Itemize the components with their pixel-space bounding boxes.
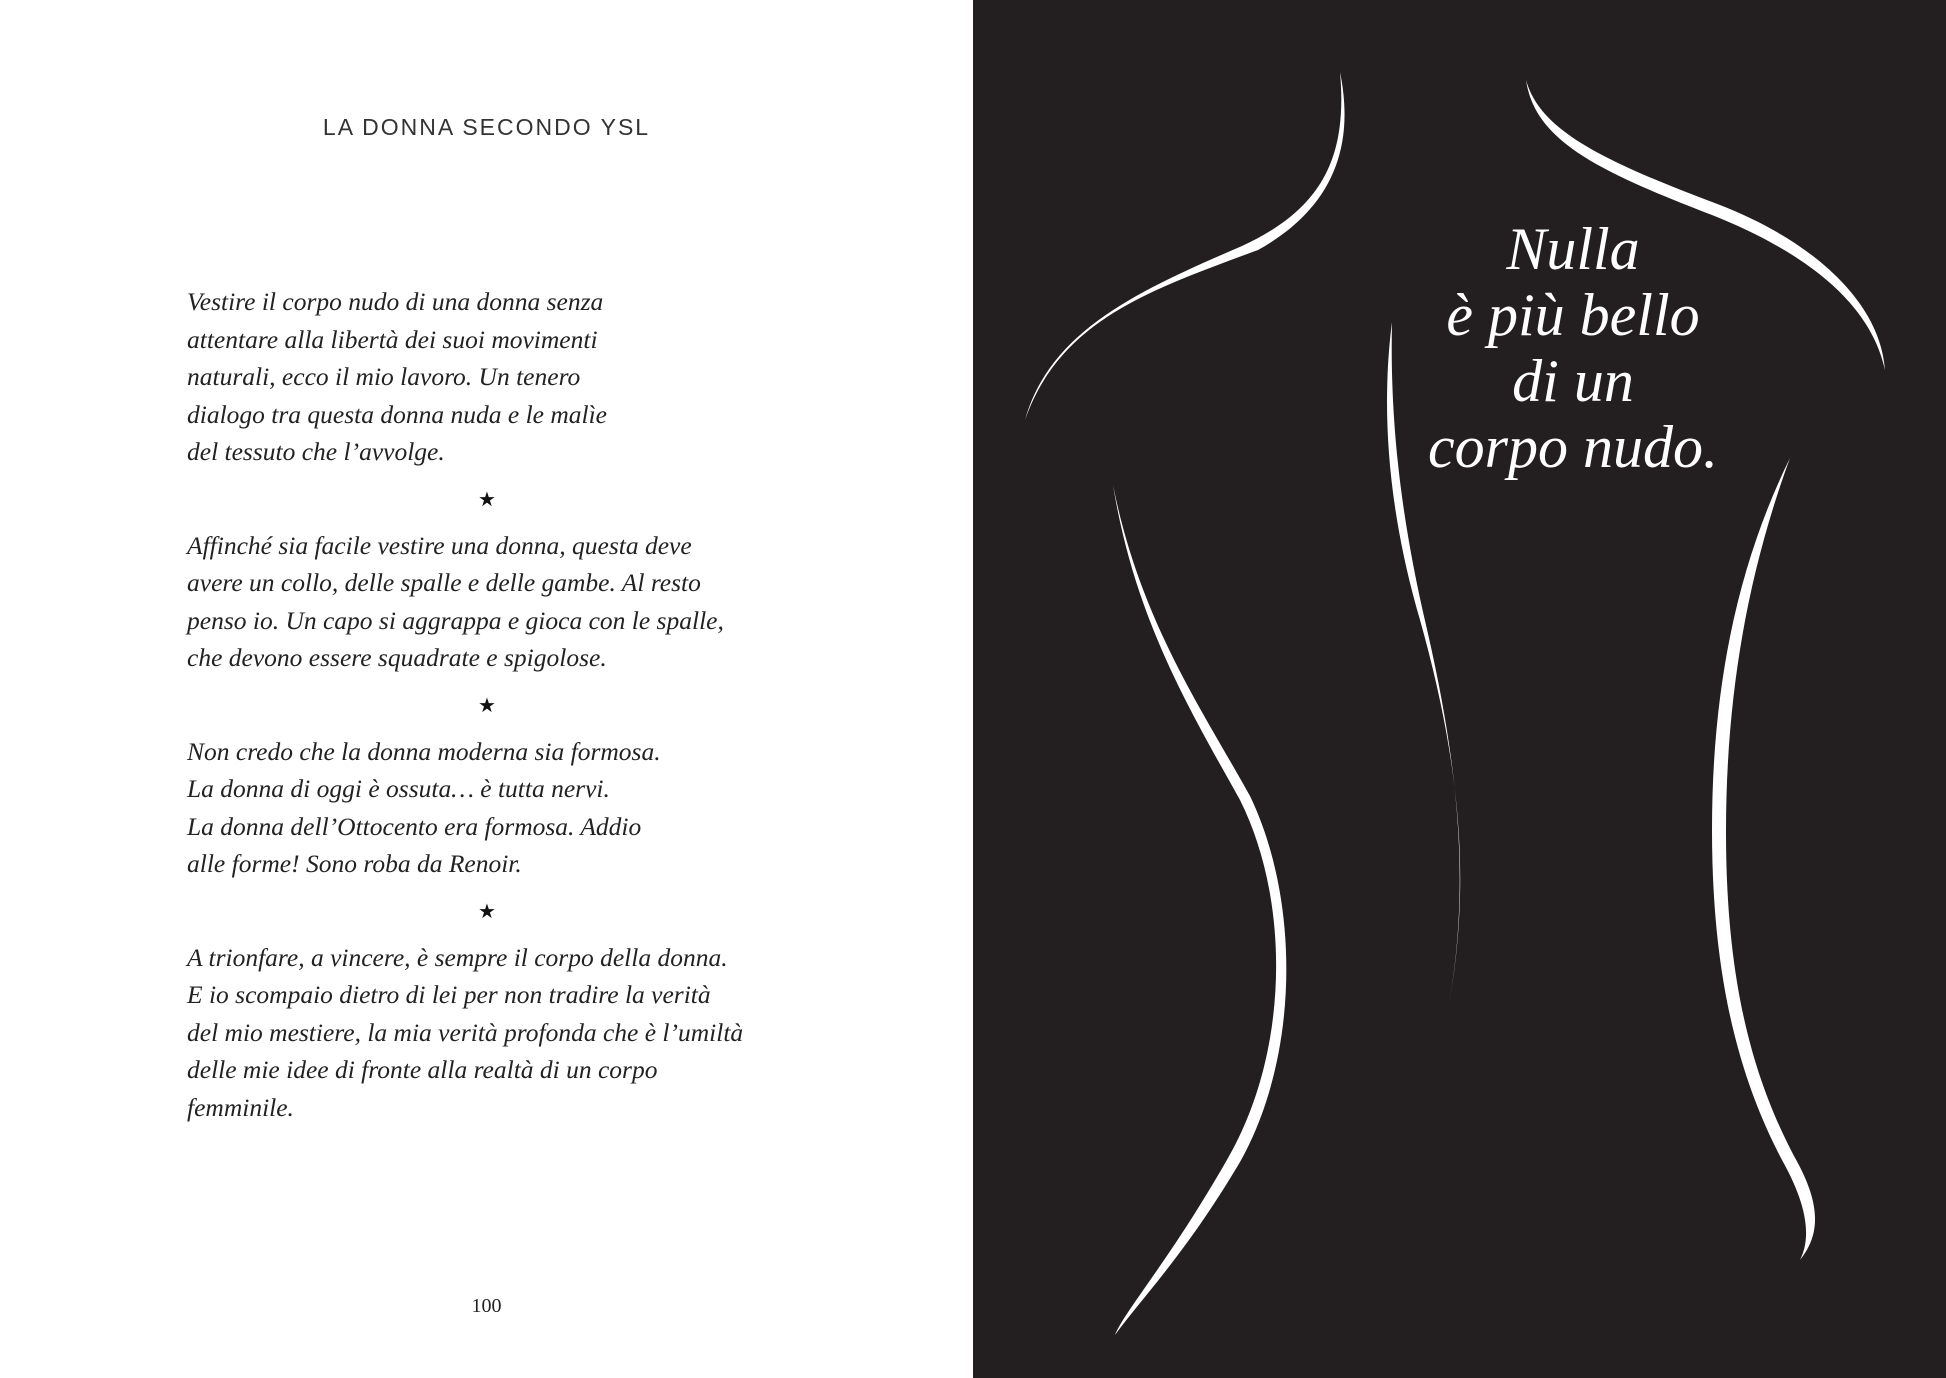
text-block [187,283,827,1126]
text-line: delle mie idee di fronte alla realtà di un corpo [187,1055,658,1084]
star-separator: ★ [478,694,496,717]
text-line: avere un collo, delle spalle e delle gambe. Al resto [187,568,701,597]
text-line: dialogo tra questa donna nuda e le malìe [187,399,608,429]
right-waist-curve [1712,458,1815,1260]
star-separator: ★ [478,900,496,923]
text-line: La donna dell’Ottocento era formosa. Addio [187,811,642,841]
paragraph-2 [187,527,827,677]
text-line: Vestire il corpo nudo di una donna senza [187,287,604,316]
text-line: La donna di oggi è ossuta… è tutta nervi. [187,774,610,803]
page-number: 100 [471,1295,502,1317]
quote-line: di un [1512,348,1634,414]
text-line: che devono essere squadrate e spigolose. [187,643,607,672]
paragraph-1 [187,283,827,471]
text-line: penso io. Un capo si aggrappa e gioca con le spalle, [187,605,724,635]
text-line: A trionfare, a vincere, è sempre il corpo della donna. [187,942,728,972]
text-line: alle forme! Sono roba da Renoir. [187,849,522,878]
left-waist-curve [1113,485,1286,1335]
running-head: LA DONNA SECONDO YSL [322,114,651,140]
text-line: Non credo che la donna moderna sia formosa. [187,736,661,766]
text-line: femminile. [187,1092,294,1122]
text-line: E io scompaio dietro di lei per non tradire la verità [187,980,711,1009]
quote-line: Nulla [1506,216,1640,282]
paragraph-3 [187,733,827,883]
quote-line: corpo nudo. [1428,414,1718,480]
star-separator: ★ [478,488,496,511]
quote-line: è più bello [1446,282,1700,348]
body-silhouette-illustration [973,0,1946,1378]
text-line: attentare alla libertà dei suoi movimenti [187,324,598,354]
text-line: Affinché sia facile vestire una donna, questa deve [187,530,692,560]
text-line: del mio mestiere, la mia verità profonda che è l’umiltà [187,1017,744,1047]
pull-quote [1213,216,1933,480]
paragraph-4 [187,939,827,1127]
text-line: naturali, ecco il mio lavoro. Un tenero [187,362,581,391]
right-page [973,0,1946,1378]
text-line: del tessuto che l’avvolge. [187,437,445,466]
